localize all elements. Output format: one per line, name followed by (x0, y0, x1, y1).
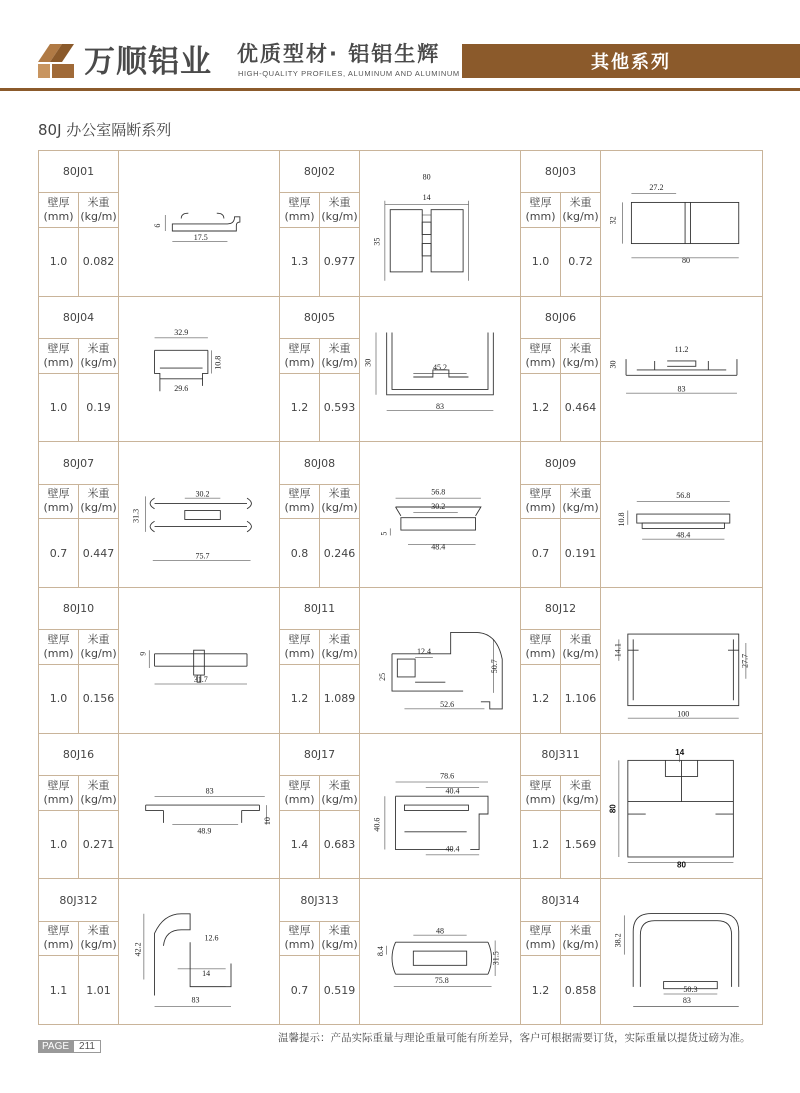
thickness-label: 壁厚 (529, 487, 552, 501)
dimension-label: 30.2 (195, 488, 210, 498)
dimension-label: 11.2 (674, 344, 689, 354)
profile-drawing (119, 879, 280, 1025)
thickness-value: 0.7 (521, 519, 561, 588)
profile-cross-section (119, 589, 279, 731)
thickness-unit: (mm) (525, 647, 556, 661)
footer-note: 温馨提示：产品实际重量与理论重量可能有所差异，客户可根据需要订货，实际重量以提货过磅为准。 (278, 1032, 751, 1044)
dimension-label: 42.2 (133, 941, 143, 956)
weight-header (320, 921, 360, 955)
profile-cross-section (119, 298, 279, 440)
dimension-label: 32 (608, 216, 618, 225)
thickness-label: 壁厚 (288, 341, 311, 355)
dimension-label: 83 (205, 786, 214, 796)
profile-cross-section (119, 735, 279, 877)
page-label: PAGE (38, 1040, 73, 1053)
thickness-header (521, 339, 561, 373)
dimension-label: 32.9 (174, 328, 189, 338)
weight-value: 0.858 (561, 956, 601, 1025)
weight-value: 0.72 (561, 227, 601, 296)
thickness-header (521, 484, 561, 518)
thickness-value: 1.2 (521, 956, 561, 1025)
profile-table (38, 150, 763, 1025)
weight-unit: (kg/m) (562, 501, 599, 515)
dimension-label: 30 (363, 358, 373, 367)
weight-header (561, 630, 601, 664)
thickness-unit: (mm) (43, 210, 74, 224)
dimension-label: 48 (436, 925, 444, 935)
weight-unit: (kg/m) (562, 938, 599, 952)
dimension-label: 35 (372, 237, 382, 246)
thickness-unit: (mm) (284, 210, 315, 224)
section-title: 80J 办公室隔断系列 (38, 121, 172, 139)
weight-label: 米重 (87, 487, 110, 501)
profile-drawing (601, 442, 763, 588)
profile-drawing (601, 296, 763, 442)
weight-header (79, 484, 119, 518)
dimension-label: 40.4 (445, 786, 460, 796)
profile-code: 80J313 (280, 879, 360, 921)
header-divider (0, 88, 800, 91)
weight-unit: (kg/m) (321, 938, 358, 952)
weight-header (561, 921, 601, 955)
thickness-header (39, 921, 79, 955)
dimension-label: 6 (152, 223, 162, 228)
weight-value: 0.447 (79, 519, 119, 588)
weight-unit: (kg/m) (80, 792, 117, 806)
weight-label: 米重 (569, 924, 592, 938)
thickness-label: 壁厚 (288, 924, 311, 938)
thickness-value: 1.0 (39, 810, 79, 879)
weight-unit: (kg/m) (80, 355, 117, 369)
weight-label: 米重 (569, 633, 592, 647)
weight-value: 0.593 (320, 373, 360, 442)
dimension-label: 45.2 (433, 362, 447, 372)
profile-cross-section (601, 881, 762, 1023)
slogan: 优质型材· 铝铝生辉 (237, 42, 441, 66)
dimension-label: 100 (677, 709, 690, 719)
dimension-label: 9 (138, 652, 148, 657)
thickness-value: 1.0 (39, 664, 79, 733)
dimension-label: 52.6 (440, 700, 455, 710)
thickness-header (39, 193, 79, 227)
weight-label: 米重 (87, 924, 110, 938)
thickness-header (280, 339, 320, 373)
weight-header (79, 776, 119, 810)
dimension-label: 8.4 (376, 945, 386, 956)
thickness-label: 壁厚 (47, 196, 70, 210)
thickness-header (280, 484, 320, 518)
weight-label: 米重 (569, 778, 592, 792)
weight-header (320, 339, 360, 373)
thickness-header (39, 630, 79, 664)
profile-cross-section (360, 298, 520, 440)
thickness-unit: (mm) (525, 355, 556, 369)
thickness-header (280, 776, 320, 810)
weight-value: 0.082 (79, 227, 119, 296)
weight-value: 0.156 (79, 664, 119, 733)
dimension-label: 80 (681, 256, 690, 266)
profile-code: 80J311 (521, 733, 601, 775)
profile-drawing (360, 587, 521, 733)
weight-label: 米重 (328, 487, 351, 501)
thickness-label: 壁厚 (288, 633, 311, 647)
profile-cross-section (360, 735, 520, 877)
dimension-label: 38.2 (613, 932, 623, 948)
profile-cross-section (601, 444, 762, 586)
weight-header (320, 484, 360, 518)
profile-cross-section (601, 735, 762, 877)
profile-cross-section (360, 444, 520, 586)
profile-code: 80J16 (39, 733, 119, 775)
thickness-header (521, 921, 561, 955)
profile-drawing (601, 587, 763, 733)
weight-label: 米重 (87, 196, 110, 210)
thickness-unit: (mm) (284, 501, 315, 515)
weight-label: 米重 (328, 341, 351, 355)
thickness-header (280, 921, 320, 955)
thickness-value: 1.0 (39, 373, 79, 442)
thickness-unit: (mm) (284, 355, 315, 369)
profile-drawing (119, 442, 280, 588)
dimension-label: 56.8 (676, 490, 691, 500)
profile-drawing (119, 151, 280, 297)
dimension-label: 83 (191, 995, 200, 1005)
dimension-label: 50.3 (683, 984, 698, 994)
dimension-label: 83 (677, 384, 686, 394)
profile-cross-section (360, 589, 520, 731)
thickness-unit: (mm) (525, 210, 556, 224)
thickness-label: 壁厚 (47, 341, 70, 355)
profile-code: 80J02 (280, 151, 360, 193)
thickness-label: 壁厚 (47, 778, 70, 792)
dimension-label: 29.6 (174, 384, 189, 394)
weight-unit: (kg/m) (321, 355, 358, 369)
weight-header (561, 339, 601, 373)
thickness-unit: (mm) (284, 647, 315, 661)
page-number: 211 (73, 1040, 101, 1053)
profile-cross-section (119, 152, 279, 294)
thickness-label: 壁厚 (529, 196, 552, 210)
dimension-label: 14 (675, 747, 685, 757)
dimension-label: 83 (682, 995, 691, 1005)
thickness-header (521, 193, 561, 227)
weight-value: 0.271 (79, 810, 119, 879)
thickness-header (280, 630, 320, 664)
weight-value: 1.106 (561, 664, 601, 733)
thickness-value: 1.2 (280, 373, 320, 442)
logo-icon (34, 40, 78, 80)
thickness-unit: (mm) (284, 792, 315, 806)
profile-code: 80J01 (39, 151, 119, 193)
brand-name: 万顺铝业 (84, 44, 212, 80)
thickness-value: 1.2 (521, 810, 561, 879)
dimension-label: 80 (608, 804, 618, 814)
profile-code: 80J11 (280, 587, 360, 629)
dimension-label: 75.7 (195, 551, 210, 561)
thickness-value: 1.0 (521, 227, 561, 296)
profile-code: 80J314 (521, 879, 601, 921)
thickness-header (39, 339, 79, 373)
thickness-unit: (mm) (525, 501, 556, 515)
thickness-header (39, 484, 79, 518)
weight-label: 米重 (328, 924, 351, 938)
weight-header (320, 776, 360, 810)
weight-unit: (kg/m) (562, 355, 599, 369)
thickness-label: 壁厚 (47, 633, 70, 647)
thickness-value: 1.4 (280, 810, 320, 879)
weight-header (320, 630, 360, 664)
page-tag (38, 1040, 101, 1053)
weight-value: 0.464 (561, 373, 601, 442)
weight-value: 0.977 (320, 227, 360, 296)
dimension-label: 40.4 (445, 844, 460, 854)
profile-code: 80J05 (280, 296, 360, 338)
thickness-label: 壁厚 (529, 778, 552, 792)
dimension-label: 27.7 (740, 654, 750, 669)
dimension-label: 75.8 (434, 975, 449, 985)
thickness-label: 壁厚 (529, 341, 552, 355)
weight-label: 米重 (569, 487, 592, 501)
profile-code: 80J03 (521, 151, 601, 193)
thickness-label: 壁厚 (47, 924, 70, 938)
dimension-label: 48.4 (431, 542, 446, 552)
thickness-unit: (mm) (284, 938, 315, 952)
weight-label: 米重 (87, 633, 110, 647)
profile-code: 80J09 (521, 442, 601, 484)
thickness-label: 壁厚 (529, 633, 552, 647)
profile-drawing (601, 879, 763, 1025)
dimension-label: 56.8 (431, 487, 446, 497)
thickness-label: 壁厚 (529, 924, 552, 938)
thickness-value: 1.1 (39, 956, 79, 1025)
profile-cross-section (601, 152, 762, 294)
thickness-value: 0.7 (39, 519, 79, 588)
thickness-label: 壁厚 (288, 778, 311, 792)
dimension-label: 31.7 (193, 675, 208, 685)
weight-label: 米重 (569, 341, 592, 355)
profile-cross-section (119, 444, 279, 586)
weight-unit: (kg/m) (562, 210, 599, 224)
weight-header (561, 776, 601, 810)
dimension-label: 83 (436, 401, 444, 411)
profile-code: 80J06 (521, 296, 601, 338)
profile-drawing (119, 296, 280, 442)
profile-drawing (360, 733, 521, 879)
thickness-unit: (mm) (525, 792, 556, 806)
profile-code: 80J12 (521, 587, 601, 629)
dimension-label: 50.7 (489, 659, 499, 674)
weight-value: 1.01 (79, 956, 119, 1025)
weight-unit: (kg/m) (80, 501, 117, 515)
slogan-english: HIGH-QUALITY PROFILES, ALUMINUM AND ALUMINUM (238, 69, 460, 78)
weight-label: 米重 (328, 196, 351, 210)
weight-unit: (kg/m) (562, 792, 599, 806)
dimension-label: 12.6 (204, 933, 219, 943)
dimension-label: 12.4 (417, 647, 431, 657)
thickness-header (521, 630, 561, 664)
weight-label: 米重 (87, 778, 110, 792)
weight-unit: (kg/m) (562, 647, 599, 661)
profile-drawing (601, 151, 763, 297)
weight-label: 米重 (328, 633, 351, 647)
thickness-unit: (mm) (43, 501, 74, 515)
weight-value: 1.569 (561, 810, 601, 879)
profile-code: 80J10 (39, 587, 119, 629)
dimension-label: 14 (422, 193, 431, 203)
weight-label: 米重 (328, 778, 351, 792)
profile-drawing (360, 442, 521, 588)
profile-drawing (360, 879, 521, 1025)
weight-label: 米重 (87, 341, 110, 355)
weight-label: 米重 (569, 196, 592, 210)
dimension-label: 30.2 (431, 501, 446, 511)
profile-code: 80J04 (39, 296, 119, 338)
thickness-value: 0.7 (280, 956, 320, 1025)
weight-unit: (kg/m) (80, 938, 117, 952)
dimension-label: 17.5 (193, 233, 208, 243)
thickness-unit: (mm) (525, 938, 556, 952)
dimension-label: 10.8 (213, 355, 223, 370)
profile-drawing (119, 733, 280, 879)
dimension-label: 10.8 (617, 512, 627, 527)
dimension-label: 10 (263, 817, 273, 826)
dimension-label: 14 (202, 968, 211, 978)
thickness-header (521, 776, 561, 810)
weight-header (320, 193, 360, 227)
thickness-unit: (mm) (43, 647, 74, 661)
profile-drawing (601, 733, 763, 879)
thickness-value: 1.2 (521, 373, 561, 442)
weight-header (79, 339, 119, 373)
profile-code: 80J312 (39, 879, 119, 921)
thickness-header (39, 776, 79, 810)
profile-cross-section (360, 152, 520, 294)
weight-unit: (kg/m) (321, 792, 358, 806)
thickness-unit: (mm) (43, 355, 74, 369)
weight-unit: (kg/m) (80, 210, 117, 224)
weight-unit: (kg/m) (321, 647, 358, 661)
dimension-label: 80 (677, 860, 686, 870)
thickness-value: 1.0 (39, 227, 79, 296)
dimension-label: 80 (422, 172, 431, 182)
weight-unit: (kg/m) (80, 647, 117, 661)
profile-drawing (360, 296, 521, 442)
thickness-header (280, 193, 320, 227)
dimension-label: 48.4 (676, 530, 691, 540)
weight-header (561, 193, 601, 227)
weight-unit: (kg/m) (321, 210, 358, 224)
thickness-unit: (mm) (43, 792, 74, 806)
profile-code: 80J17 (280, 733, 360, 775)
series-banner: 其他系列 (462, 44, 800, 78)
profile-drawing (119, 587, 280, 733)
profile-cross-section (601, 589, 762, 731)
dimension-label: 5 (379, 531, 389, 536)
weight-value: 0.19 (79, 373, 119, 442)
profile-drawing (360, 151, 521, 297)
dimension-label: 30 (608, 360, 618, 369)
dimension-label: 31.5 (491, 950, 501, 965)
dimension-label: 27.2 (649, 183, 664, 193)
thickness-value: 0.8 (280, 519, 320, 588)
thickness-value: 1.2 (280, 664, 320, 733)
dimension-label: 48.9 (197, 826, 212, 836)
dimension-label: 78.6 (440, 771, 455, 781)
dimension-label: 31.3 (131, 508, 141, 523)
weight-value: 0.683 (320, 810, 360, 879)
weight-header (79, 630, 119, 664)
dimension-label: 40.6 (372, 817, 382, 832)
thickness-value: 1.3 (280, 227, 320, 296)
weight-value: 0.246 (320, 519, 360, 588)
thickness-label: 壁厚 (47, 487, 70, 501)
profile-cross-section (360, 881, 520, 1023)
weight-header (79, 193, 119, 227)
thickness-label: 壁厚 (288, 196, 311, 210)
weight-value: 0.191 (561, 519, 601, 588)
weight-value: 1.089 (320, 664, 360, 733)
thickness-unit: (mm) (43, 938, 74, 952)
weight-header (561, 484, 601, 518)
profile-cross-section (119, 881, 279, 1023)
dimension-label: 14.1 (613, 643, 623, 658)
thickness-value: 1.2 (521, 664, 561, 733)
profile-code: 80J07 (39, 442, 119, 484)
profile-cross-section (601, 298, 762, 440)
page-header (0, 0, 800, 96)
thickness-label: 壁厚 (288, 487, 311, 501)
weight-unit: (kg/m) (321, 501, 358, 515)
weight-value: 0.519 (320, 956, 360, 1025)
weight-header (79, 921, 119, 955)
profile-code: 80J08 (280, 442, 360, 484)
dimension-label: 25 (377, 673, 387, 682)
